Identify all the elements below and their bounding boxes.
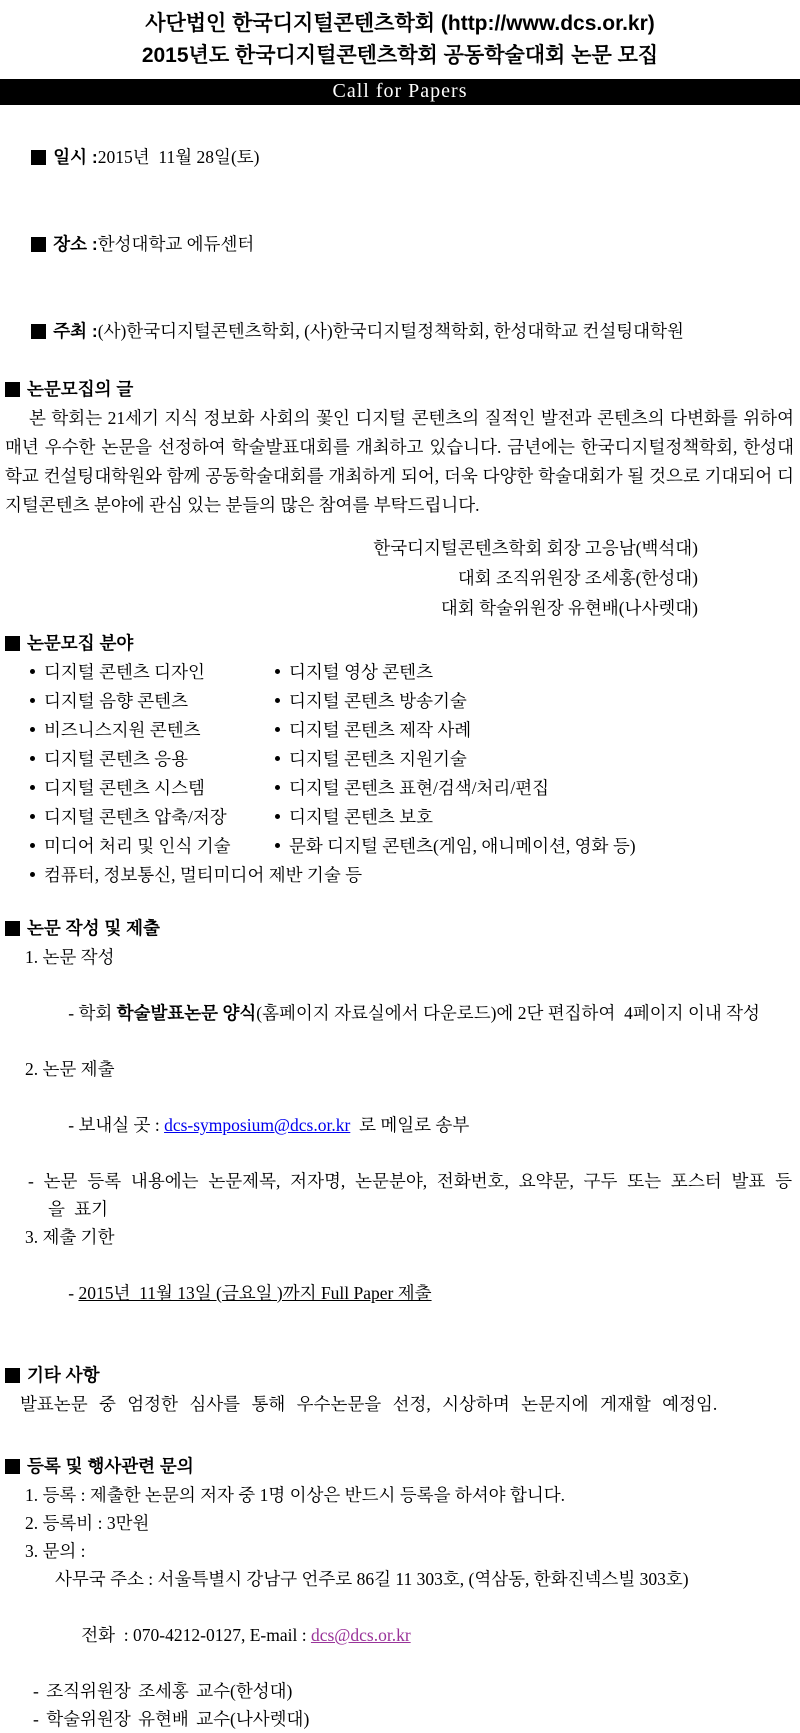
contact-academic-chair: - 학술위원장 유현배 교수(나사렛대): [33, 1709, 310, 1729]
bullet-icon: [30, 756, 35, 761]
date-value: 2015년 11월 28일(토): [97, 147, 260, 167]
section-marker-icon: [5, 1368, 20, 1383]
submission-heading: 논문 작성 및 제출: [27, 918, 160, 938]
host-value: (사)한국디지털콘텐츠학회, (사)한국디지털정책학회, 한성대학교 컨설팅대학원: [97, 321, 684, 341]
topic-label: 컴퓨터, 정보통신, 멀티미디어 제반 기술 등: [44, 865, 363, 885]
topic-item: [30, 658, 275, 687]
contact-email-link[interactable]: dcs@dcs.or.kr: [310, 1625, 411, 1645]
detail-text: - 학회: [68, 1003, 117, 1023]
bullet-icon: [30, 872, 35, 877]
phone-text: 전화 : 070-4212-0127, E-mail :: [81, 1625, 311, 1645]
bullet-icon: [30, 669, 35, 674]
topics-grid: [30, 658, 800, 861]
etc-section: [0, 1361, 800, 1419]
bullet-icon: [275, 669, 280, 674]
bullet-icon: [30, 814, 35, 819]
submission-section: [0, 914, 800, 1335]
bullet-icon: [275, 814, 280, 819]
topic-item: [30, 803, 275, 832]
submission-item-2-detail-2: - 논문 등록 내용에는 논문제목, 저자명, 논문분야, 전화번호, 요약문, 구두 또는 포스터 발표 등을 표기: [28, 1171, 792, 1219]
topics-heading: 논문모집 분야: [27, 633, 134, 653]
signature-academic-chair: 대회 학술위원장 유현배(나사렛대): [440, 598, 698, 618]
venue-label: 장소 :: [53, 234, 98, 254]
registration-item-3: 3. 문의 :: [25, 1541, 86, 1561]
bullet-icon: [275, 843, 280, 848]
submission-item-3: 3. 제출 기한: [25, 1227, 115, 1247]
host-label: 주최 :: [53, 321, 98, 341]
registration-heading-line: [0, 1452, 800, 1481]
section-marker-icon: [31, 324, 46, 339]
office-address: 사무국 주소 : 서울특별시 강남구 언주로 86길 11 303호, (역삼동, 한화진넥스빌 303호): [55, 1569, 689, 1589]
detail-text: - 보내실 곳 :: [68, 1115, 165, 1135]
org-title: 사단법인 한국디지털콘텐츠학회 (http://www.dcs.or.kr): [145, 12, 655, 35]
signature-organizing-chair: 대회 조직위원장 조세홍(한성대): [457, 568, 698, 588]
topic-item: [275, 832, 800, 861]
topic-item: [275, 745, 800, 774]
detail-text: (홈페이지 자료실에서 다운로드)에 2단 편집하여 4페이지 이내 작성: [256, 1003, 760, 1023]
bullet-icon: [30, 785, 35, 790]
invitation-heading: 논문모집의 글: [27, 379, 134, 399]
topic-label: 디지털 콘텐츠 지원기술: [289, 749, 467, 769]
submission-item-2-detail-1: [42, 1083, 800, 1167]
bullet-icon: [275, 727, 280, 732]
etc-heading: 기타 사항: [27, 1365, 100, 1385]
paper-template-name: 학술발표논문 양식: [116, 1003, 257, 1023]
topic-label: 디지털 음향 콘텐츠: [44, 691, 188, 711]
topic-label: 비즈니스지원 콘텐츠: [44, 720, 201, 740]
registration-item-1: 1. 등록 : 제출한 논문의 저자 중 1명 이상은 반드시 등록을 하셔야 합니다.: [25, 1485, 566, 1505]
etc-body: 발표논문 중 엄정한 심사를 통해 우수논문을 선정, 시상하며 논문지에 게재할 예정임.: [20, 1394, 718, 1414]
contact-organizing-chair: - 조직위원장 조세홍 교수(한성대): [33, 1681, 293, 1701]
submission-item-1: 1. 논문 작성: [25, 947, 115, 967]
registration-section: [0, 1452, 800, 1733]
registration-heading: 등록 및 행사관련 문의: [27, 1456, 194, 1476]
submission-item-1-detail: [42, 971, 800, 1055]
section-marker-icon: [5, 1459, 20, 1474]
call-for-papers-banner: Call for Papers: [0, 79, 800, 105]
topic-item: [30, 745, 275, 774]
invitation-section: [0, 375, 800, 623]
event-date-line: [0, 114, 800, 201]
bullet-icon: [275, 756, 280, 761]
bullet-icon: [275, 785, 280, 790]
section-marker-icon: [5, 636, 20, 651]
detail-text: -: [68, 1283, 79, 1303]
invitation-paragraph: 본 학회는 21세기 지식 정보화 사회의 꽃인 디지털 콘텐츠의 질적인 발전과 콘텐츠의 다변화를 위하여 매년 우수한 논문을 선정하여 학술발표대회를 개최하고 있습니다. 금년에는 한국디지털정책학회, 한성대학교 컨설팅대학원와 함께 공동학술대회를 개최하게 되어, 더욱 다양한 학술대회가 될 것으로 기대되어 디지털콘텐츠 분야에 관심 있는 분들의 많은 참여를 부탁드립니다.: [5, 408, 794, 515]
topic-item: [275, 774, 800, 803]
topic-label: 문화 디지털 콘텐츠(게임, 애니메이션, 영화 등): [289, 836, 636, 856]
topics-heading-line: [0, 629, 800, 658]
topic-label: 디지털 콘텐츠 방송기술: [289, 691, 467, 711]
bullet-icon: [275, 698, 280, 703]
event-venue-line: [0, 201, 800, 288]
topic-label: 디지털 콘텐츠 압축/저장: [44, 807, 227, 827]
invitation-heading-line: [0, 375, 800, 404]
section-marker-icon: [5, 921, 20, 936]
topic-label: 디지털 콘텐츠 디자인: [44, 662, 205, 682]
venue-value: 한성대학교 에듀센터: [97, 234, 255, 254]
topics-section: [0, 629, 800, 890]
section-marker-icon: [31, 237, 46, 252]
etc-heading-line: [0, 1361, 800, 1390]
section-marker-icon: [5, 382, 20, 397]
date-label: 일시 :: [53, 147, 98, 167]
topic-item: [30, 861, 800, 890]
signature-president: 한국디지털콘텐츠학회 회장 고응남(백석대): [373, 538, 698, 558]
topic-item: [30, 832, 275, 861]
topic-item: [30, 716, 275, 745]
bullet-icon: [30, 698, 35, 703]
event-meta: [0, 114, 800, 375]
topic-item: [275, 716, 800, 745]
bullet-icon: [30, 843, 35, 848]
signature-block: [0, 533, 800, 623]
topic-item: [275, 658, 800, 687]
event-host-line: [0, 288, 800, 375]
section-marker-icon: [31, 150, 46, 165]
topic-label: 디지털 콘텐츠 응용: [44, 749, 188, 769]
topic-label: 디지털 콘텐츠 시스템: [44, 778, 205, 798]
bullet-icon: [30, 727, 35, 732]
topic-label: 디지털 콘텐츠 제작 사례: [289, 720, 472, 740]
registration-item-2: 2. 등록비 : 3만원: [25, 1513, 150, 1533]
submission-deadline-line: [42, 1251, 800, 1335]
topic-label: 디지털 콘텐츠 보호: [289, 807, 433, 827]
topic-label: 디지털 영상 콘텐츠: [289, 662, 433, 682]
topic-label: 디지털 콘텐츠 표현/검색/처리/편집: [289, 778, 550, 798]
conference-title: 2015년도 한국디지털콘텐츠학회 공동학술대회 논문 모집: [141, 44, 659, 67]
detail-text: 로 메일로 송부: [350, 1115, 470, 1135]
submission-heading-line: [0, 914, 800, 943]
topic-item: [275, 687, 800, 716]
phone-email-line: [55, 1593, 800, 1677]
topic-label: 미디어 처리 및 인식 기술: [44, 836, 231, 856]
submission-item-2: 2. 논문 제출: [25, 1059, 115, 1079]
submission-email-link[interactable]: dcs-symposium@dcs.or.kr: [164, 1115, 351, 1135]
topic-item: [30, 774, 275, 803]
topic-item: [275, 803, 800, 832]
topic-item: [30, 687, 275, 716]
submission-deadline: 2015년 11월 13일 (금요일 )까지 Full Paper 제출: [78, 1283, 432, 1303]
